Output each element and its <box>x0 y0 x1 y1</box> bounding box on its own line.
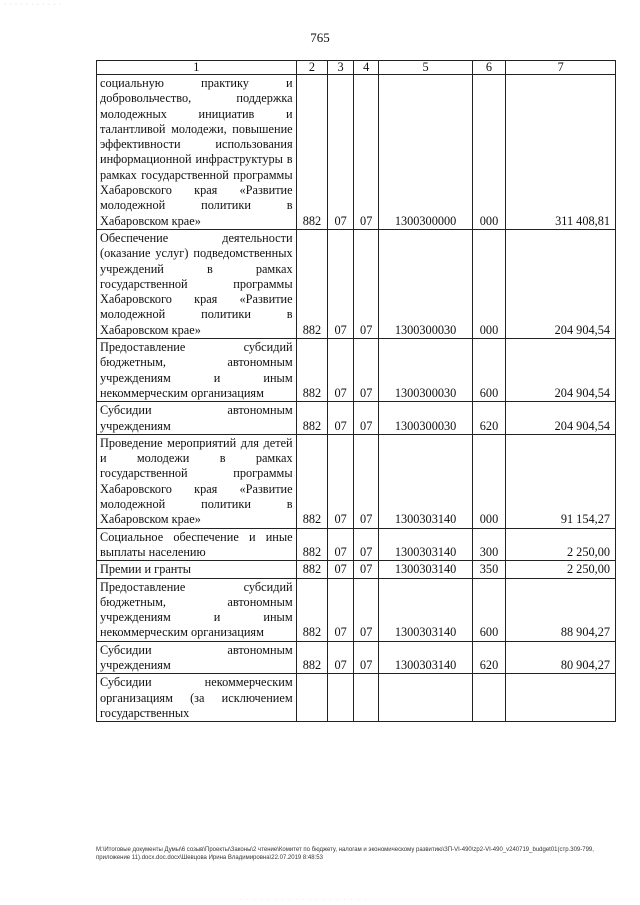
row-name-cell: Предоставление субсидий бюджетным, автономным учреждениям и иным некоммерческим организациям <box>97 578 297 641</box>
row-amount-cell: 80 904,27 <box>506 641 616 674</box>
row-expense-type-cell: 350 <box>472 561 506 578</box>
row-section-cell: 07 <box>328 641 354 674</box>
row-amount-cell: 91 154,27 <box>506 434 616 528</box>
table-row <box>97 578 616 641</box>
row-admin-code-cell: 882 <box>296 561 328 578</box>
row-section-cell: 07 <box>328 561 354 578</box>
row-subsection-cell: 07 <box>353 402 379 435</box>
row-admin-code-cell: 882 <box>296 402 328 435</box>
row-target-article-cell: 1300300030 <box>379 402 472 435</box>
table-row <box>97 561 616 578</box>
row-amount-cell: 2 250,00 <box>506 528 616 561</box>
row-name-cell: Субсидии автономным учреждениям <box>97 402 297 435</box>
scan-artifact-bottom: · · · · · · · · · · · · · · · · · · · <box>240 898 369 903</box>
table-row <box>97 528 616 561</box>
scan-artifact: · · · · · · · · · · · <box>4 2 62 8</box>
row-admin-code-cell: 882 <box>296 528 328 561</box>
row-section-cell: 07 <box>328 434 354 528</box>
header-col-6: 6 <box>472 61 506 75</box>
row-section-cell: 07 <box>328 578 354 641</box>
row-expense-type-cell: 600 <box>472 578 506 641</box>
row-expense-type-cell: 620 <box>472 402 506 435</box>
row-target-article-cell: 1300303140 <box>379 578 472 641</box>
row-name-cell: Премии и гранты <box>97 561 297 578</box>
header-col-3: 3 <box>328 61 354 75</box>
row-subsection-cell: 07 <box>353 339 379 402</box>
table-row <box>97 641 616 674</box>
row-name-cell: Социальное обеспечение и иные выплаты населению <box>97 528 297 561</box>
row-subsection-cell: 07 <box>353 561 379 578</box>
row-subsection-cell: 07 <box>353 434 379 528</box>
row-target-article-cell: 1300300030 <box>379 339 472 402</box>
row-amount-cell: 88 904,27 <box>506 578 616 641</box>
row-target-article-cell: 1300300000 <box>379 75 472 230</box>
row-section-cell: 07 <box>328 402 354 435</box>
row-expense-type-cell: 600 <box>472 339 506 402</box>
row-name-cell: социальную практику и добровольчество, поддержка молодежных инициатив и талантливой молодежи, повышение эффективности использования информационной инфраструктуры в рамках государственной программы Хабаровского края «Развитие молодежной политики в Хабаровском крае» <box>97 75 297 230</box>
table-row <box>97 75 616 230</box>
header-col-4: 4 <box>353 61 379 75</box>
document-path-footer: М:\Итоговые документы Думы\6 созыв\Проекты\Законы\2 чтение\Комитет по бюджету, налогам и экономическому развитию\ЗП-VI-490\zp2-VI-490_v240719_budget01(стр.309-799, приложение 11).docx.doc.docx\Шевцова Ирина Владимировна\22.07.2019 8:48:53 <box>96 847 594 861</box>
table-row <box>97 402 616 435</box>
row-subsection-cell: 07 <box>353 641 379 674</box>
row-expense-type-cell: 620 <box>472 641 506 674</box>
table-row <box>97 339 616 402</box>
row-name-cell: Субсидии некоммерческим организациям (за исключением государственных <box>97 674 297 722</box>
row-amount-cell: 2 250,00 <box>506 561 616 578</box>
row-amount-cell: 311 408,81 <box>506 75 616 230</box>
row-admin-code-cell: 882 <box>296 434 328 528</box>
row-section-cell: 07 <box>328 75 354 230</box>
row-amount-cell: 204 904,54 <box>506 402 616 435</box>
table-row <box>97 229 616 338</box>
header-col-1: 1 <box>97 61 297 75</box>
table-row <box>97 674 616 722</box>
row-subsection-cell <box>353 674 379 722</box>
table-header-row <box>97 61 616 75</box>
row-target-article-cell: 1300303140 <box>379 434 472 528</box>
row-amount-cell <box>506 674 616 722</box>
row-expense-type-cell <box>472 674 506 722</box>
row-amount-cell: 204 904,54 <box>506 339 616 402</box>
table-body <box>97 75 616 722</box>
row-admin-code-cell: 882 <box>296 641 328 674</box>
row-expense-type-cell: 000 <box>472 229 506 338</box>
row-admin-code-cell: 882 <box>296 578 328 641</box>
row-expense-type-cell: 000 <box>472 434 506 528</box>
row-admin-code-cell: 882 <box>296 75 328 230</box>
table-row <box>97 434 616 528</box>
row-admin-code-cell: 882 <box>296 339 328 402</box>
row-name-cell: Субсидии автономным учреждениям <box>97 641 297 674</box>
row-section-cell: 07 <box>328 528 354 561</box>
header-col-7: 7 <box>506 61 616 75</box>
row-target-article-cell <box>379 674 472 722</box>
row-expense-type-cell: 300 <box>472 528 506 561</box>
page-number: 765 <box>310 30 330 45</box>
row-admin-code-cell <box>296 674 328 722</box>
row-subsection-cell: 07 <box>353 528 379 561</box>
row-subsection-cell: 07 <box>353 75 379 230</box>
row-target-article-cell: 1300303140 <box>379 641 472 674</box>
row-subsection-cell: 07 <box>353 229 379 338</box>
row-subsection-cell: 07 <box>353 578 379 641</box>
row-section-cell <box>328 674 354 722</box>
row-amount-cell: 204 904,54 <box>506 229 616 338</box>
row-section-cell: 07 <box>328 339 354 402</box>
row-name-cell: Проведение мероприятий для детей и молодежи в рамках государственной программы Хабаровского края «Развитие молодежной политики в Хабаровском крае» <box>97 434 297 528</box>
row-admin-code-cell: 882 <box>296 229 328 338</box>
row-target-article-cell: 1300300030 <box>379 229 472 338</box>
row-name-cell: Обеспечение деятельности (оказание услуг) подведомственных учреждений в рамках государственной программы Хабаровского края «Развитие молодежной политики в Хабаровском крае» <box>97 229 297 338</box>
budget-table <box>96 60 616 722</box>
row-target-article-cell: 1300303140 <box>379 561 472 578</box>
header-col-5: 5 <box>379 61 472 75</box>
row-name-cell: Предоставление субсидий бюджетным, автономным учреждениям и иным некоммерческим организациям <box>97 339 297 402</box>
row-target-article-cell: 1300303140 <box>379 528 472 561</box>
row-section-cell: 07 <box>328 229 354 338</box>
header-col-2: 2 <box>296 61 328 75</box>
row-expense-type-cell: 000 <box>472 75 506 230</box>
